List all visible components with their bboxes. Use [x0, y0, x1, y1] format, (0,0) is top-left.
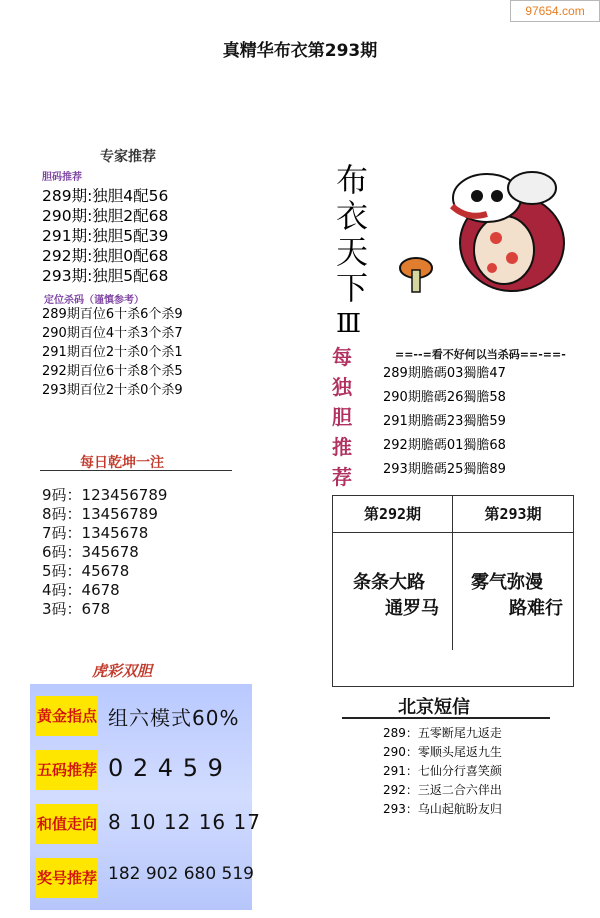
poem-col2-line: 雾气弥漫 — [471, 572, 543, 593]
code-line: 3码：678 — [42, 600, 111, 618]
kill-line: 289期百位6十杀6个杀9 — [42, 307, 183, 322]
cartoon-panel — [332, 158, 572, 339]
tiger-row-label: 黄金指点 — [36, 696, 98, 736]
bile-char: 每 — [332, 345, 352, 369]
poem-col1-line: 通罗马 — [385, 598, 439, 619]
bile-char: 荐 — [332, 465, 352, 489]
bile-line: 292期膽碼01獨膽68 — [383, 438, 506, 453]
bile-line: 290期膽碼26獨膽58 — [383, 390, 506, 405]
pick-line: 292期:独胆0配68 — [42, 247, 169, 265]
cartoon-vertical-title — [336, 162, 368, 342]
beijing-line: 291：七仙分行喜笑颜 — [383, 764, 502, 778]
tiger-row — [30, 744, 252, 794]
cartoon-figure-illustration — [392, 158, 572, 298]
kill-line: 290期百位4十杀3个杀7 — [42, 326, 183, 341]
tiger-row-label: 奖号推荐 — [36, 858, 98, 898]
poem-table — [332, 495, 574, 687]
poem-col1-header: 第292期 — [333, 496, 453, 533]
kill-line: 292期百位6十杀8个杀5 — [42, 364, 183, 379]
pick-line: 290期:独胆2配68 — [42, 207, 169, 225]
poem-col2-header: 第293期 — [453, 496, 573, 533]
bile-heading: ==--=看不好何以当杀码==-==- — [395, 348, 566, 361]
site-watermark: 97654.com — [510, 0, 600, 22]
kill-subtitle: 定位杀码（谨慎参考） — [44, 295, 144, 306]
kill-line: 291期百位2十杀0个杀1 — [42, 345, 183, 360]
poem-col1-line: 条条大路 — [353, 572, 425, 593]
bile-vertical-title — [332, 342, 352, 492]
cartoon-char: 布 — [336, 161, 369, 199]
expert-section-title: 专家推荐 — [100, 149, 156, 165]
beijing-title: 北京短信 — [398, 697, 470, 718]
poem-col2-line: 路难行 — [509, 598, 563, 619]
daily-title: 每日乾坤一注 — [80, 455, 164, 471]
beijing-line: 290：零顺头尾返九生 — [383, 745, 502, 759]
tiger-row-value: 8 10 12 16 17 — [108, 810, 261, 834]
divider — [40, 470, 232, 471]
code-line: 6码：345678 — [42, 543, 139, 561]
beijing-line: 289：五零断尾九返走 — [383, 726, 502, 740]
code-line: 7码：1345678 — [42, 524, 149, 542]
pick-line: 293期:独胆5配68 — [42, 267, 169, 285]
cartoon-char: 衣 — [336, 197, 369, 235]
bile-char: 独 — [332, 375, 352, 399]
bile-char: 推 — [332, 435, 352, 459]
bile-char: 胆 — [332, 405, 352, 429]
cartoon-char: 下 — [336, 269, 369, 307]
bile-line: 289期膽碼03獨膽47 — [383, 366, 506, 381]
pick-line: 291期:独胆5配39 — [42, 227, 169, 245]
tiger-panel — [30, 684, 261, 910]
page-title: 真精华布衣第293期 — [222, 41, 378, 61]
code-line: 4码：4678 — [42, 581, 120, 599]
pick-subtitle: 胆码推荐 — [42, 172, 82, 183]
column-divider — [452, 532, 453, 650]
bile-line: 291期膽碼23獨膽59 — [383, 414, 506, 429]
divider — [342, 717, 550, 719]
cartoon-char: Ⅲ — [336, 309, 362, 339]
tiger-title: 虎彩双胆 — [92, 662, 153, 680]
beijing-line: 292：三返二合六伴出 — [383, 783, 502, 797]
daily-code-list — [42, 486, 167, 619]
pick-list — [42, 186, 168, 286]
tiger-row — [30, 690, 252, 740]
code-line: 5码：45678 — [42, 562, 130, 580]
beijing-list — [383, 724, 502, 819]
bile-line: 293期膽碼25獨膽89 — [383, 462, 506, 477]
pick-line: 289期:独胆4配56 — [42, 187, 169, 205]
code-line: 9码：123456789 — [42, 486, 168, 504]
kill-line: 293期百位2十杀0个杀9 — [42, 383, 183, 398]
beijing-line: 293：乌山起航盼友归 — [383, 802, 502, 816]
tiger-row-value: 182 902 680 519 — [108, 864, 255, 884]
tiger-row — [30, 852, 255, 902]
tiger-row-label: 五码推荐 — [36, 750, 98, 790]
tiger-row — [30, 798, 261, 848]
tiger-row-value: 0 2 4 5 9 — [108, 754, 224, 782]
tiger-row-label: 和值走向 — [36, 804, 98, 844]
code-line: 8码：13456789 — [42, 505, 158, 523]
cartoon-char: 天 — [336, 233, 369, 271]
kill-list — [42, 305, 183, 400]
tiger-row-value: 组六模式60% — [108, 706, 240, 730]
